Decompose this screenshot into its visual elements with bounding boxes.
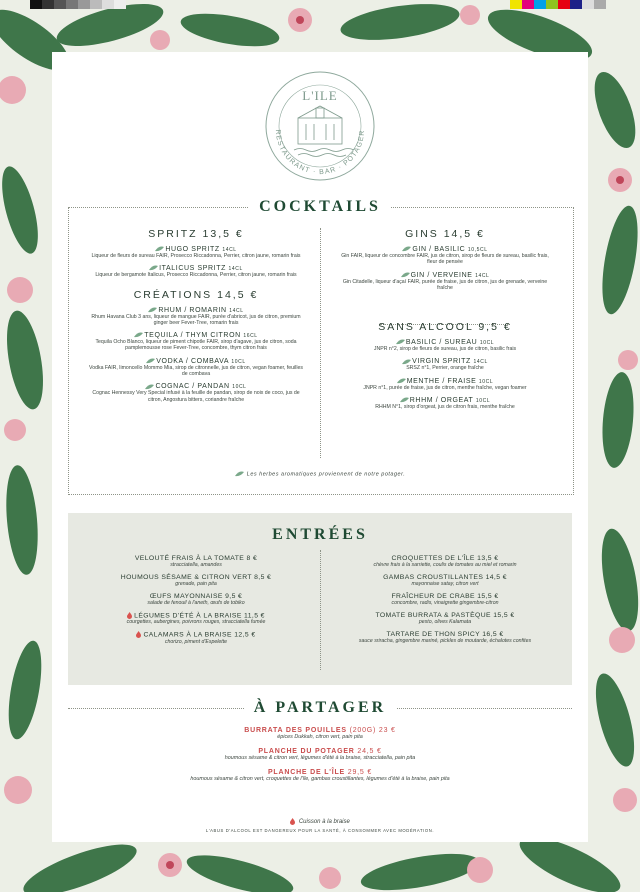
entree-name-text: GAMBAS CROUSTILLANTES 14,5 € — [383, 574, 507, 581]
herb-leaf-icon — [148, 307, 157, 313]
entree-description: pesto, olives Kalamata — [418, 619, 472, 625]
cocktail-name — [86, 246, 306, 253]
cocktail-name — [340, 246, 550, 253]
cocktail-description: Vodka FAIR, limoncello Mommo Mia, sirop de citronnelle, jus de citron, vegan foamer, feuilles de combava — [89, 364, 303, 378]
entree-item — [330, 631, 560, 644]
cocktails-left-column — [86, 228, 306, 409]
cocktail-item — [86, 332, 306, 352]
entree-description: mayonnaise satay, citron vert — [411, 581, 479, 587]
cocktail-item — [86, 246, 306, 259]
cocktail-name-text: HUGO SPRITZ — [165, 246, 223, 253]
entree-description: courgettes, aubergines, poivrons rouges, stracciatella fumée — [126, 619, 266, 626]
partager-item — [100, 748, 540, 761]
cocktail-size: 10CL — [232, 384, 247, 391]
cocktail-name-text: GIN / VERVEINE — [410, 271, 476, 279]
cocktail-name-text: TEQUILA / THYM CITRON — [144, 332, 244, 340]
entree-name-text: VELOUTÉ FRAIS À LA TOMATE 8 € — [134, 555, 258, 562]
entree-item — [86, 555, 306, 568]
cocktail-name — [340, 339, 550, 346]
entree-description: chorizo, piment d'Espelette — [164, 638, 228, 645]
entree-name-text: TARTARE DE THON SPICY 16,5 € — [386, 631, 504, 638]
flame-icon — [136, 631, 141, 638]
partager-list — [100, 727, 540, 790]
cocktail-name — [340, 378, 550, 385]
cuisson-note: Cuisson à la braise — [0, 818, 640, 825]
entree-item — [330, 574, 560, 587]
herb-leaf-icon — [149, 265, 158, 271]
cocktail-name-text: COGNAC / PANDAN — [155, 383, 233, 391]
gins-heading: GINS 14,5 € — [405, 228, 485, 240]
entree-name-text: CALAMARS À LA BRAISE 12,5 € — [143, 631, 256, 639]
partager-item — [100, 769, 540, 782]
cocktail-size: 14CL — [475, 272, 490, 279]
cocktail-description: Tequila Ocho Blanco, liqueur de piment chipotle FAIR, sirop d'agave, jus de citron, soda pamplemousse rose Fever-Tree, concombre, thym citron frais — [95, 339, 297, 352]
partager-name — [100, 727, 540, 734]
cocktail-name-text: RHUM / ROMARIN — [158, 306, 230, 314]
cocktail-description: JNPR n°2, sirop de fleurs de sureau, jus de citron, basilic frais — [373, 346, 517, 353]
cocktail-size: 10CL — [475, 398, 491, 405]
cocktail-name-text: BASILIC / SUREAU — [405, 339, 480, 347]
entree-name-text: FRAÎCHEUR DE CRABE 15,5 € — [391, 593, 499, 600]
herb-leaf-icon — [134, 332, 143, 338]
partager-description: houmous sésame & citron vert, légumes d'été à la braise, stracciatella, pain pita — [224, 755, 416, 761]
entree-item — [86, 574, 306, 587]
entree-item — [86, 593, 306, 606]
cocktail-name — [86, 383, 306, 390]
herb-leaf-icon — [397, 378, 406, 384]
partager-description: houmous sésame & citron vert, croquettes de l'île, gambas croustillantes, légumes d'été à la braise, pain pita — [190, 776, 450, 782]
cocktail-description: JNPR n°1, purée de fraise, jus de citron, menthe fraîche, vegan foamer — [363, 384, 527, 391]
cocktails-right-column — [340, 228, 550, 416]
entree-item — [330, 593, 560, 606]
cocktail-description: Rhum Havana Club 3 ans, liqueur de mangue FAIR, purée d'abricot, jus de citron, premium ginger beer Fever-Tree, romarin frais — [91, 313, 301, 326]
cocktail-item — [340, 246, 550, 266]
entree-name — [330, 555, 560, 562]
cocktail-description: Gin FAIR, liqueur de concombre FAIR, jus de citron, sirop de fleurs de sureau, basilic frais, fleur de pensée — [341, 253, 549, 266]
cocktail-item — [86, 383, 306, 403]
cocktail-size: 14CL — [473, 359, 488, 366]
cocktail-item — [340, 378, 550, 391]
cocktail-description: Gin Citadelle, liqueur d'açaí FAIR, purée de fraise, jus de citron, jus de grenade, verveine fraîche — [342, 278, 548, 291]
partager-name — [100, 748, 540, 755]
cocktail-name-text: RHHM / ORGEAT — [409, 397, 476, 405]
entree-description: grenade, pain pita — [175, 581, 217, 587]
cocktail-item — [86, 307, 306, 327]
cocktail-size: 10CL — [231, 358, 246, 365]
herb-leaf-icon — [396, 339, 405, 345]
herb-leaf-icon — [155, 246, 164, 252]
entree-name-text: LÉGUMES D'ÉTÉ À LA BRAISE 11,5 € — [134, 612, 265, 620]
cocktail-name — [86, 307, 306, 314]
cocktail-name-text: ITALICUS SPRITZ — [159, 265, 229, 273]
entree-description: chèvre frais à la sarriette, coulis de tomates au miel et romarin — [373, 562, 517, 568]
cocktail-description: Liqueur de bergamote Italicus, Prosecco Riccadonna, Perrier, citron jaune, romarin frais — [95, 272, 297, 279]
cocktail-description: RHHM N°1, sirop d'orgeat, jus de citron frais, menthe fraîche — [375, 404, 515, 411]
sans-alcool-heading: SANS ALCOOL 9,5 € — [378, 321, 512, 334]
flame-icon — [290, 818, 295, 825]
entrees-title: ENTRÉES — [0, 526, 640, 544]
flame-icon — [127, 612, 132, 619]
cocktail-name — [86, 332, 306, 339]
partager-weight: (200G) — [349, 727, 379, 734]
logo-subtitle: RESTAURANT · BAR · POTAGER — [273, 129, 367, 177]
cocktail-size: 10CL — [479, 340, 495, 347]
cocktail-name-text: VODKA / COMBAVA — [156, 357, 232, 365]
entree-description: concombre, radis, vinaigrette gingembre-citron — [391, 600, 499, 606]
cocktail-name-text: MENTHE / FRAISE — [406, 377, 479, 385]
partager-price: 29,5 € — [347, 769, 373, 776]
logo-name: L'ILE — [302, 88, 338, 103]
entrees-divider — [320, 550, 321, 670]
entree-name — [86, 555, 306, 562]
cocktail-name-text: VIRGIN SPRITZ — [412, 358, 474, 366]
partager-name-text: PLANCHE DE L'ÎLE — [267, 769, 348, 776]
cocktail-description: SRSZ n°1, Perrier, orange fraîche — [406, 365, 484, 372]
entree-description: salade de fenouil à l'aneth, œufs de tobiko — [147, 600, 245, 606]
entree-item — [330, 555, 560, 568]
cocktail-item — [340, 272, 550, 292]
print-color-bar-right — [510, 0, 606, 9]
creations-heading: CRÉATIONS 14,5 € — [133, 288, 259, 301]
legal-notice: L'ABUS D'ALCOOL EST DANGEREUX POUR LA SANTÉ, À CONSOMMER AVEC MODÉRATION. — [205, 828, 435, 833]
restaurant-logo — [264, 70, 376, 182]
entree-name — [86, 593, 306, 600]
partager-price: 23 € — [378, 727, 396, 734]
entree-item — [86, 612, 306, 625]
herbs-note: Les herbes aromatiques proviennent de notre potager. — [0, 471, 640, 477]
cocktails-title: COCKTAILS — [0, 198, 640, 216]
partager-description: épices Dukkah, citron vert, pain pita — [277, 734, 363, 740]
partager-name-text: BURRATA DES POUILLES — [244, 727, 350, 734]
cocktail-size: 16CL — [243, 333, 258, 340]
partager-item — [100, 727, 540, 740]
cocktail-description: Liqueur de fleurs de sureau FAIR, Prosecco Riccadonna, Perrier, citron jaune, romarin frais — [91, 253, 301, 259]
cocktail-name — [340, 358, 550, 365]
cocktail-size: 14CL — [228, 266, 243, 273]
entree-name — [330, 593, 560, 600]
herb-leaf-icon — [402, 246, 411, 252]
cocktail-description: Cognac Hennessy Very Special infusé à la feuille de pandan, sirop de noix de coco, jus de citron, Angostura bitters, coriandre fraîche — [92, 390, 300, 403]
cocktail-item — [340, 397, 550, 410]
partager-name — [100, 769, 540, 776]
herb-leaf-icon — [401, 272, 410, 278]
herb-leaf-icon — [145, 384, 154, 390]
herb-leaf-icon — [402, 359, 411, 365]
cocktail-item — [86, 358, 306, 378]
entree-item — [86, 631, 306, 644]
entrees-right-column — [330, 555, 560, 650]
entree-item — [330, 612, 560, 625]
cocktail-size: 10CL — [478, 378, 494, 385]
cocktail-size: 14CL — [222, 247, 237, 253]
entree-name — [86, 574, 306, 581]
cocktail-name — [340, 272, 550, 279]
cocktail-item — [340, 339, 550, 352]
entree-name-text: HOUMOUS SÉSAME & CITRON VERT 8,5 € — [120, 574, 272, 581]
cocktail-name — [86, 358, 306, 365]
entree-name — [86, 612, 306, 619]
entree-name-text: CROQUETTES DE L'ÎLE 13,5 € — [391, 555, 499, 562]
spritz-heading: SPRITZ 13,5 € — [148, 228, 244, 240]
entree-description: stracciatella, amandes — [170, 562, 222, 568]
partager-price: 24,5 € — [357, 748, 382, 755]
herb-leaf-icon — [146, 358, 155, 364]
entree-name-text: TOMATE BURRATA & PASTÈQUE 15,5 € — [375, 612, 515, 619]
cocktail-name — [340, 397, 550, 404]
cocktail-size: 10,5CL — [467, 247, 488, 253]
cocktails-divider — [320, 228, 321, 458]
entrees-left-column — [86, 555, 306, 651]
cocktail-name — [86, 265, 306, 272]
cocktail-size: 14CL — [229, 307, 244, 314]
herb-leaf-icon — [235, 471, 244, 477]
entree-name — [330, 612, 560, 619]
entree-name — [330, 574, 560, 581]
entree-name-text: ŒUFS MAYONNAISE 9,5 € — [149, 593, 243, 600]
entree-description: sauce sriracha, gingembre mariné, pickles de moutarde, échalotes confites — [358, 638, 532, 644]
cocktail-name-text: GIN / BASILIC — [412, 246, 468, 253]
entree-name — [330, 631, 560, 638]
cocktail-item — [86, 265, 306, 278]
herb-leaf-icon — [400, 397, 409, 403]
entree-name — [86, 631, 306, 638]
print-color-bar-left — [30, 0, 126, 9]
partager-name-text: PLANCHE DU POTAGER — [258, 748, 358, 755]
partager-title: À PARTAGER — [0, 699, 640, 717]
cocktail-item — [340, 358, 550, 371]
